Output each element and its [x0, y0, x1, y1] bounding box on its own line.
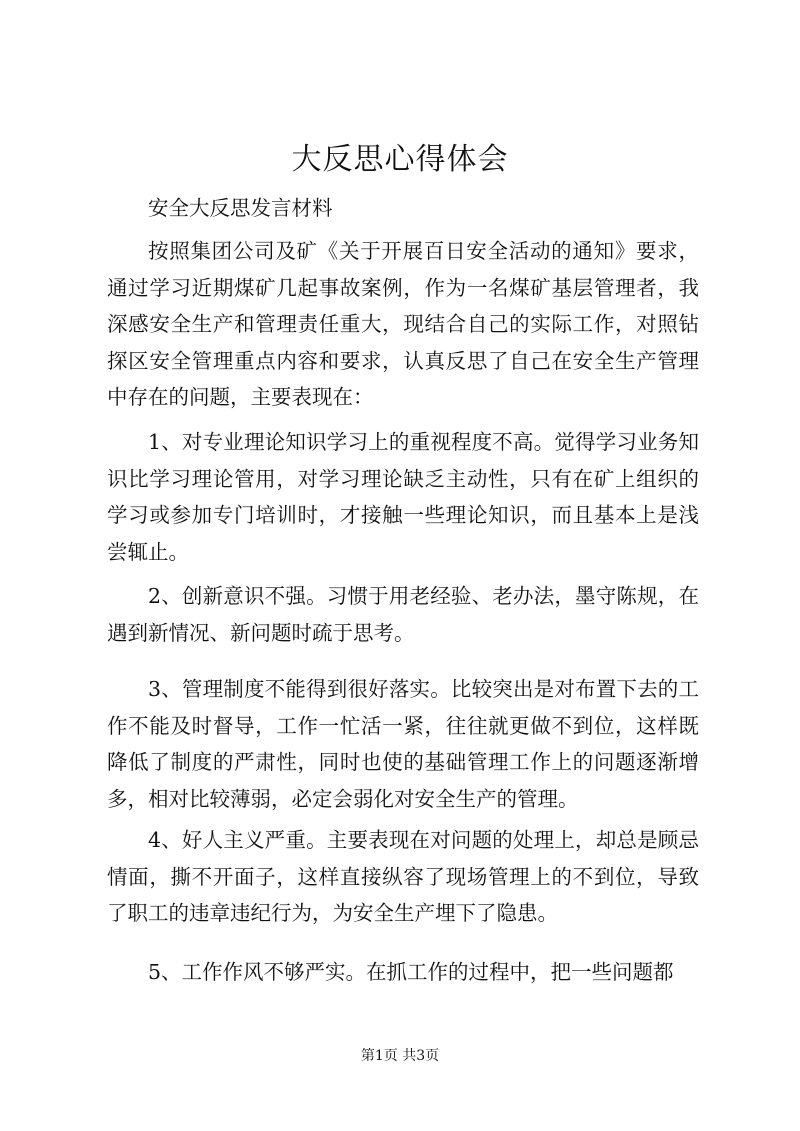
document-title: 大反思心得体会 [291, 142, 509, 177]
paragraph-item-2: 2、创新意识不强。习惯于用老经验、老办法，墨守陈规，在遇到新情况、新问题时疏于思考。 [107, 584, 699, 645]
paragraph-intro: 按照集团公司及矿《关于开展百日安全活动的通知》要求，通过学习近期煤矿几起事故案例，作为一名煤矿基层管理者，我深感安全生产和管理责任重大，现结合自己的实际工作，对照钻探区安全管理重点内容和要求，认真反思了自己在安全生产管理中存在的问题，主要表现在： [107, 239, 699, 409]
paragraph-item-5: 5、工作作风不够严实。在抓工作的过程中，把一些问题都 [148, 960, 674, 984]
paragraph-item-3: 3、管理制度不能得到很好落实。比较突出是对布置下去的工作不能及时督导，工作一忙活一紧，往往就更做不到位，这样既降低了制度的严肃性，同时也使的基础管理工作上的问题逐渐增多，相对比较薄弱，必定会弱化对安全生产的管理。 [107, 677, 699, 811]
paragraph-item-4: 4、好人主义严重。主要表现在对问题的处理上，却总是顾忌情面，撕不开面子，这样直接纵容了现场管理上的不到位，导致了职工的违章违纪行为，为安全生产埋下了隐患。 [107, 828, 699, 925]
page-footer: 第1页 共3页 [360, 1048, 440, 1064]
document-subtitle: 安全大反思发言材料 [148, 196, 333, 220]
paragraph-item-1: 1、对专业理论知识学习上的重视程度不高。觉得学习业务知识比学习理论管用，对学习理论缺乏主动性，只有在矿上组织的学习或参加专门培训时，才接触一些理论知识，而且基本上是浅尝辄止。 [107, 430, 699, 564]
